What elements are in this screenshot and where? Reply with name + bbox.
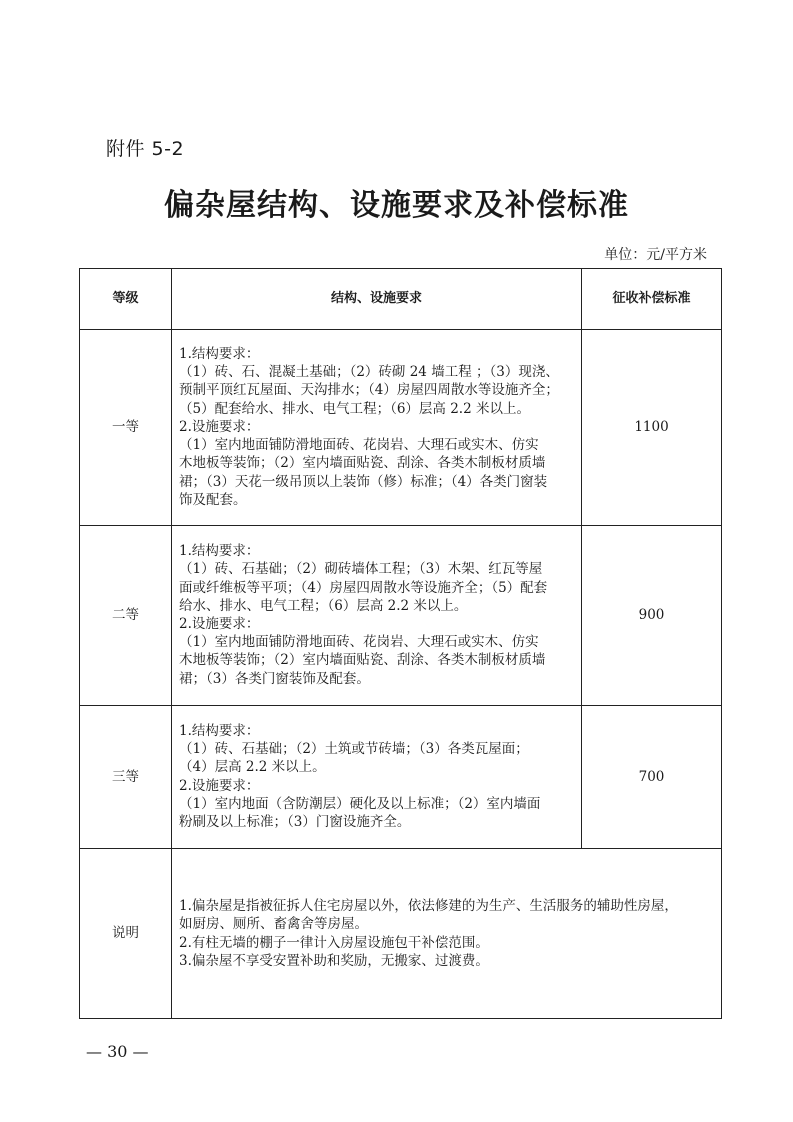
table-row-notes bbox=[80, 849, 722, 1019]
compensation-table bbox=[79, 268, 722, 1019]
table-row bbox=[80, 330, 722, 526]
requirement-line: （1）室内地面铺防滑地面砖、花岗岩、大理石或实木、仿实 bbox=[179, 634, 539, 651]
requirement-line: （1）砖、石基础；（2）砌砖墙体工程；（3）木架、红瓦等屋 bbox=[179, 561, 543, 578]
grade-cell: 三等 bbox=[80, 706, 172, 849]
requirement-line: 1.结构要求： bbox=[179, 722, 260, 739]
price-cell: 900 bbox=[582, 526, 722, 706]
page-number: — 30 — bbox=[86, 1042, 149, 1061]
requirement-line: （1）砖、石基础；（2）土筑或节砖墙；（3）各类瓦屋面； bbox=[179, 741, 529, 758]
table-header-row bbox=[80, 269, 722, 330]
requirement-line: （4）层高 2.2 米以上。 bbox=[179, 759, 326, 776]
requirement-line: 预制平顶红瓦屋面、天沟排水；（4）房屋四周散水等设施齐全； bbox=[179, 382, 559, 399]
requirement-line: 1.结构要求： bbox=[179, 543, 260, 560]
attachment-label: 附件 5-2 bbox=[106, 138, 185, 160]
requirement-line: 粉刷及以上标准；（3）门窗设施齐全。 bbox=[179, 813, 411, 830]
column-header-compensation: 征收补偿标准 bbox=[582, 269, 722, 330]
notes-label-cell: 说明 bbox=[80, 849, 172, 1019]
note-line: 1.偏杂屋是指被征拆人住宅房屋以外，依法修建的为生产、生活服务的辅助性房屋， bbox=[179, 898, 678, 915]
note-line: 3.偏杂屋不享受安置补助和奖励，无搬家、过渡费。 bbox=[179, 952, 489, 969]
requirement-line: （1）砖、石、混凝土基础；（2）砖砌 24 墙工程 ；（3）现浇、 bbox=[179, 364, 559, 381]
requirement-line: 2.设施要求： bbox=[179, 777, 260, 794]
note-line: 2.有柱无墙的棚子一律计入房屋设施包干补偿范围。 bbox=[179, 934, 489, 951]
requirement-line: 1.结构要求： bbox=[179, 346, 260, 363]
note-line: 如厨房、厕所、畜禽舍等房屋。 bbox=[179, 916, 368, 933]
table-row bbox=[80, 526, 722, 706]
requirements-cell bbox=[172, 330, 582, 526]
price-cell: 700 bbox=[582, 706, 722, 849]
requirement-line: 给水、排水、电气工程；（6）层高 2.2 米以上。 bbox=[179, 597, 468, 614]
document-title: 偏杂屋结构、设施要求及补偿标准 bbox=[164, 188, 629, 223]
notes-cell bbox=[172, 849, 722, 1019]
requirement-line: 饰及配套。 bbox=[179, 491, 247, 508]
requirement-line: 木地板等装饰；（2）室内墙面贴瓷、刮涂、各类木制板材质墙 bbox=[179, 652, 546, 669]
table-row bbox=[80, 706, 722, 849]
unit-label: 单位：元/平方米 bbox=[604, 247, 707, 263]
grade-cell: 一等 bbox=[80, 330, 172, 526]
requirements-cell bbox=[172, 526, 582, 706]
requirement-line: 裙；（3）天花一级吊顶以上装饰（修）标准；（4）各类门窗装 bbox=[179, 473, 548, 490]
grade-cell: 二等 bbox=[80, 526, 172, 706]
requirements-cell bbox=[172, 706, 582, 849]
requirement-line: （5）配套给水、排水、电气工程；（6）层高 2.2 米以上。 bbox=[179, 400, 530, 417]
requirement-line: 裙；（3）各类门窗装饰及配套。 bbox=[179, 670, 370, 687]
column-header-requirements: 结构、设施要求 bbox=[172, 269, 582, 330]
column-header-grade: 等级 bbox=[80, 269, 172, 330]
requirement-line: 2.设施要求： bbox=[179, 616, 260, 632]
requirement-line: （1）室内地面（含防潮层）硬化及以上标准；（2）室内墙面 bbox=[179, 795, 541, 812]
requirement-line: 面或纤维板等平项；（4）房屋四周散水等设施齐全；（5）配套 bbox=[179, 579, 548, 596]
price-cell: 1100 bbox=[582, 330, 722, 526]
requirement-line: 2.设施要求： bbox=[179, 418, 260, 435]
requirement-line: 木地板等装饰；（2）室内墙面贴瓷、刮涂、各类木制板材质墙 bbox=[179, 455, 546, 472]
requirement-line: （1）室内地面铺防滑地面砖、花岗岩、大理石或实木、仿实 bbox=[179, 437, 539, 454]
